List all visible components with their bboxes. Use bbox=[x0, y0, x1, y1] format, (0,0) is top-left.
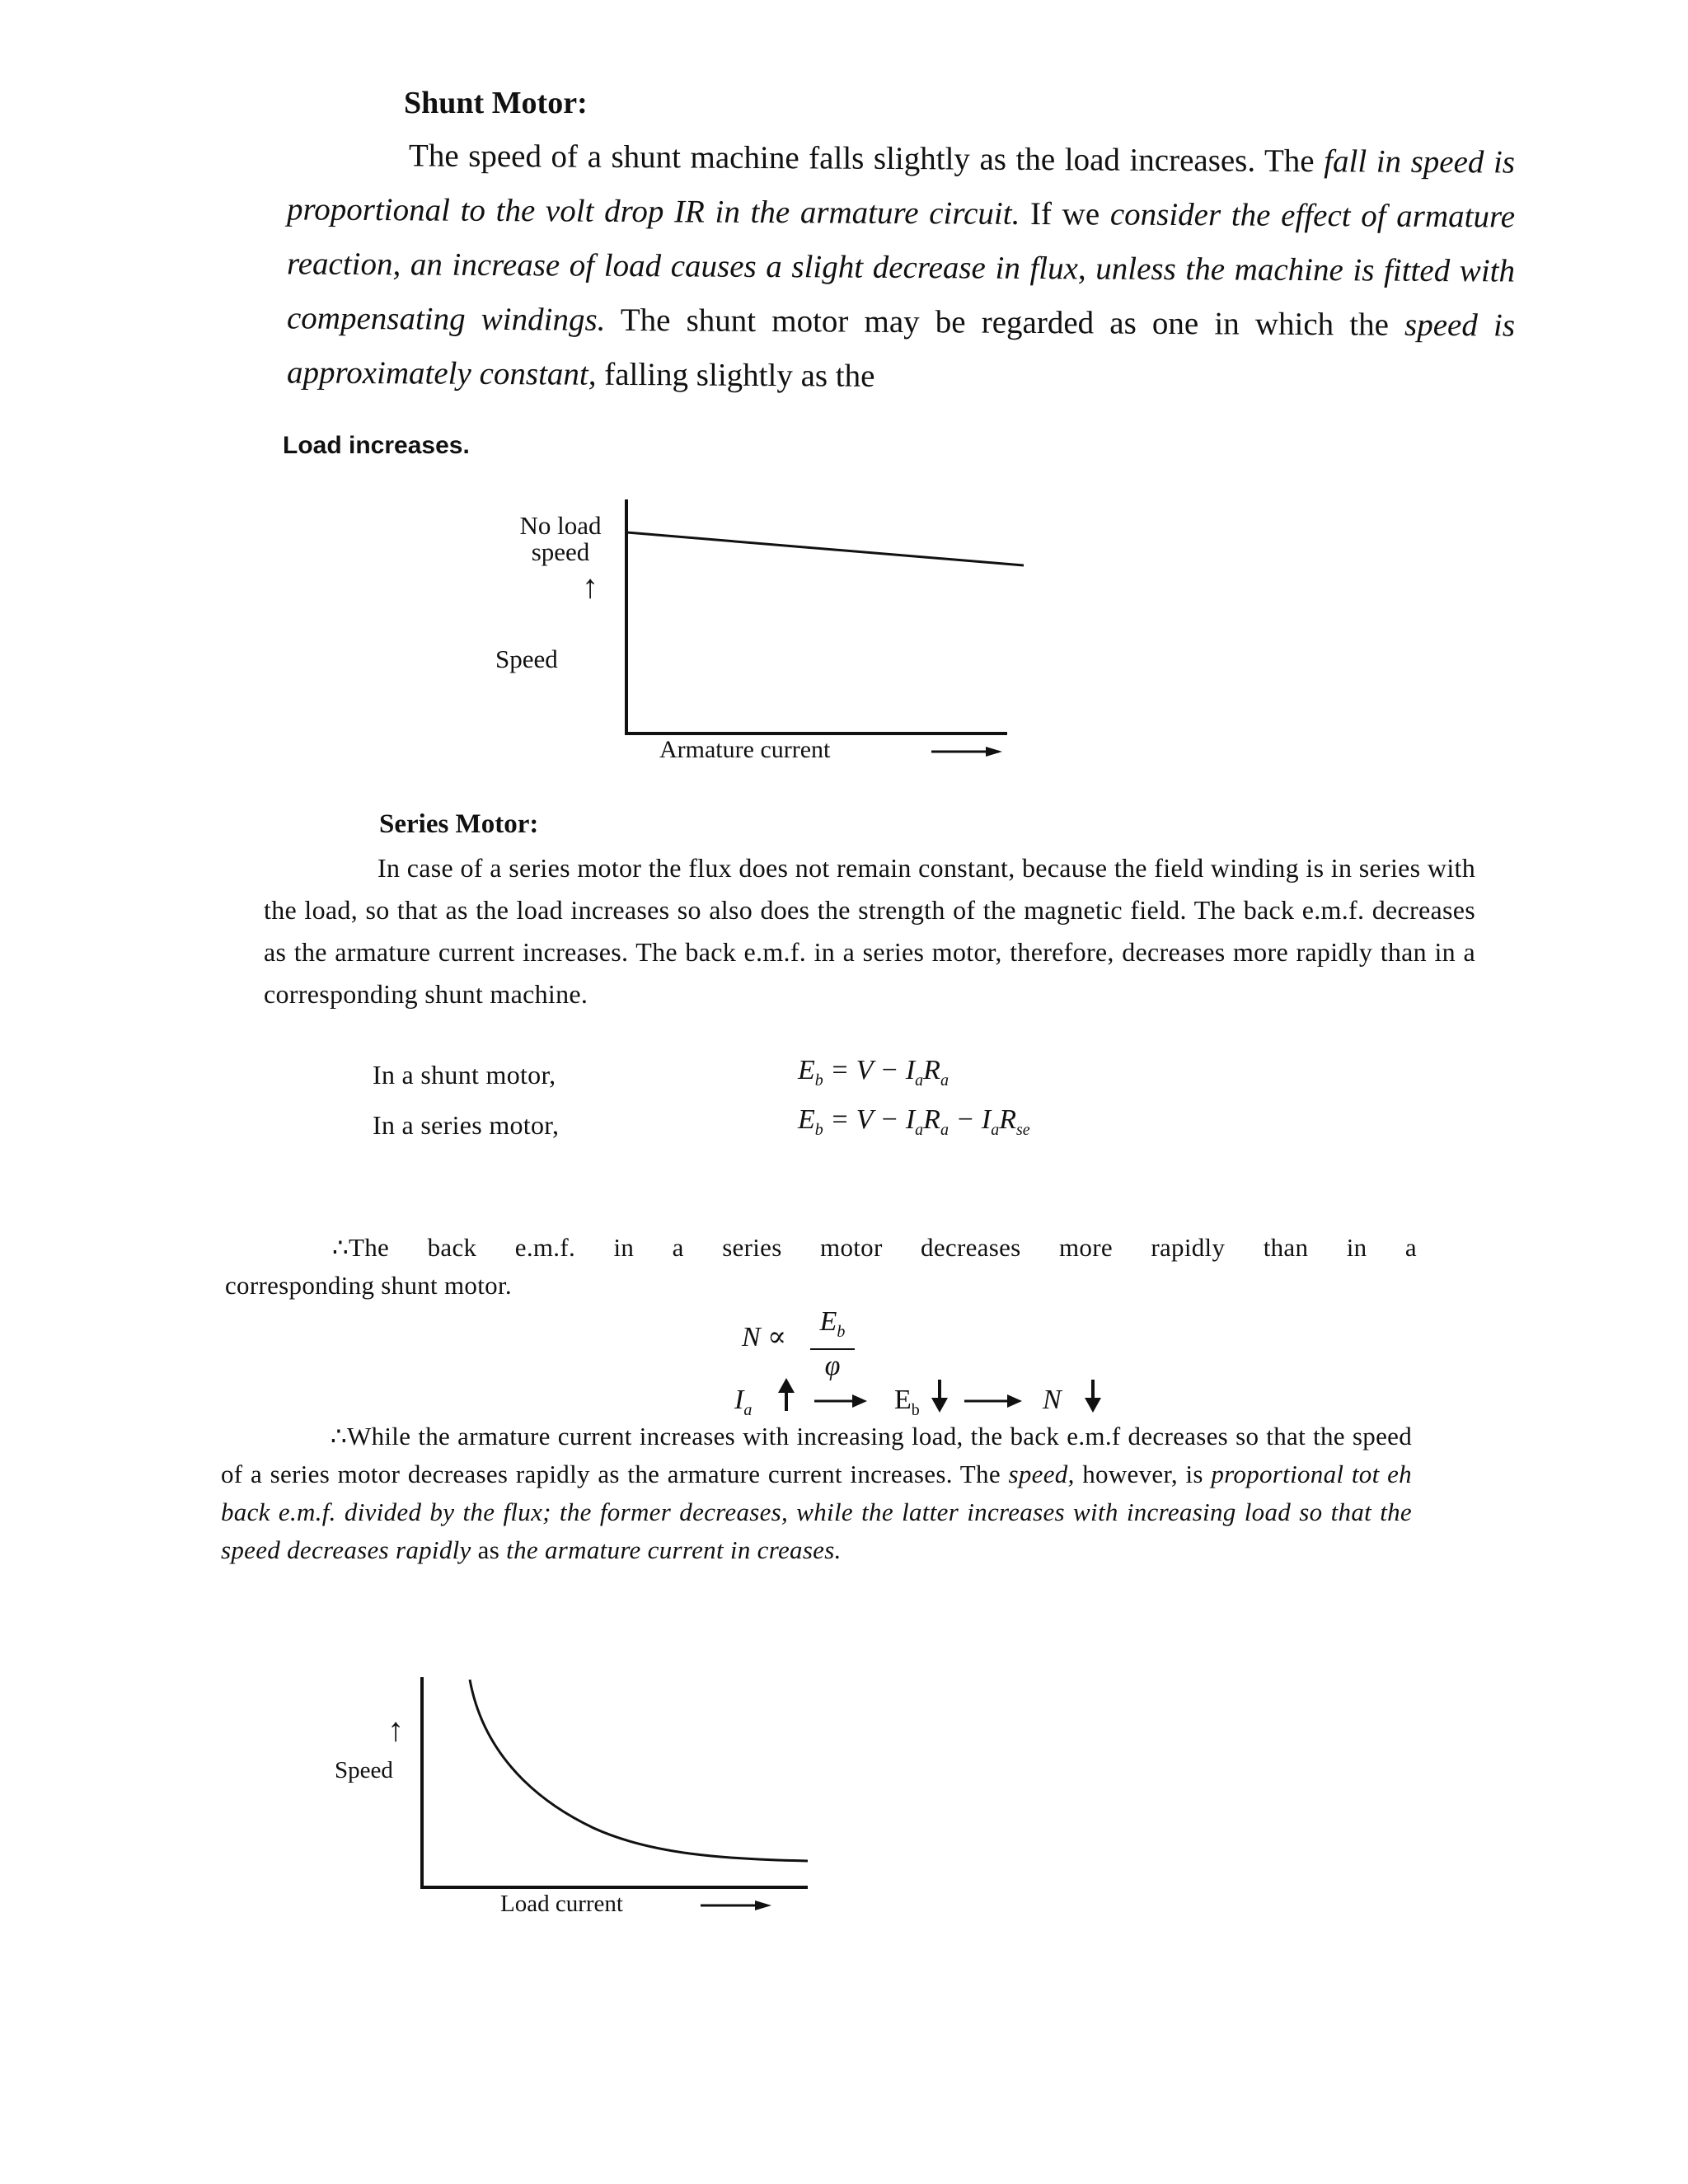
shunt-eq-label: In a shunt motor, bbox=[373, 1060, 556, 1090]
series-y-axis-label: Speed bbox=[335, 1757, 393, 1783]
shunt-paragraph: The speed of a shunt machine falls slightly as the load increases. The fall in speed is proportional to the volt drop IR in the armature circuit. If we consider the effect of armature reaction, an increase of load causes a slight decrease in flux, unless the machine is fitted with compensating windings. The shunt motor may be regarded as one in which the speed is approximately constant, falling slightly as the bbox=[287, 138, 1516, 394]
shunt-speed-curve bbox=[626, 532, 1024, 565]
proportionality-N: N ∝ bbox=[742, 1322, 787, 1352]
series-equation: $E_b = V - I_aR_a - I_aR_{se}$ bbox=[798, 1104, 1030, 1139]
series-eq-label: In a series motor, bbox=[373, 1110, 560, 1140]
right-arrow-icon bbox=[814, 1394, 867, 1408]
up-arrow-icon bbox=[778, 1378, 795, 1411]
arrowhead-icon bbox=[986, 747, 1002, 757]
down-arrow-icon bbox=[1085, 1380, 1101, 1413]
arrowhead-icon bbox=[755, 1900, 771, 1910]
down-arrow-icon bbox=[931, 1380, 948, 1413]
therefore-line-1: ∴The back e.m.f. in a series motor decreases more rapidly than in a bbox=[332, 1233, 1417, 1262]
shunt-heading: Shunt Motor: bbox=[404, 86, 588, 120]
series-paragraph-2: ∴While the armature current increases with increasing load, the back e.m.f decreases so that the speed of a series motor decreases rapidly as the armature current increases. The speed, however, is proportional tot eh back e.m.f. divided by the flux; the former decreases, while the latter increases with increasing load so that the speed decreases rapidly as the armature current in creases. bbox=[221, 1422, 1412, 1564]
series-x-axis-label: Load current bbox=[500, 1891, 623, 1917]
shunt-equation: $E_b = V - I_aR_a$ bbox=[798, 1055, 949, 1090]
right-arrow-icon bbox=[964, 1394, 1022, 1408]
proportionality-fraction: $E_b$ φ bbox=[810, 1305, 855, 1383]
up-arrow-icon: ↑ bbox=[582, 568, 598, 605]
chain-N: N bbox=[1043, 1385, 1062, 1415]
chain-Ia: $I_a$ bbox=[734, 1385, 753, 1419]
chain-Eb: $E_b$ bbox=[894, 1385, 920, 1419]
series-paragraph: In case of a series motor the flux does not remain constant, because the field winding is in series with the load, so that as the load increases so also does the strength of the magnetic field. The back e.m.f. decreases as the armature current increases. The back e.m.f. in a series motor, therefore, decreases more rapidly than in a corresponding shunt machine. bbox=[264, 853, 1475, 1009]
shunt-x-axis-label: Armature current bbox=[659, 736, 831, 763]
series-heading: Series Motor: bbox=[379, 809, 539, 839]
load-increases-text: Load increases. bbox=[283, 432, 470, 459]
series-speed-curve bbox=[470, 1680, 808, 1861]
up-arrow-icon: ↑ bbox=[387, 1711, 404, 1748]
therefore-line-2: corresponding shunt motor. bbox=[225, 1271, 512, 1300]
no-load-speed-label: No load speed bbox=[519, 511, 602, 566]
shunt-y-axis-label: Speed bbox=[495, 644, 558, 673]
